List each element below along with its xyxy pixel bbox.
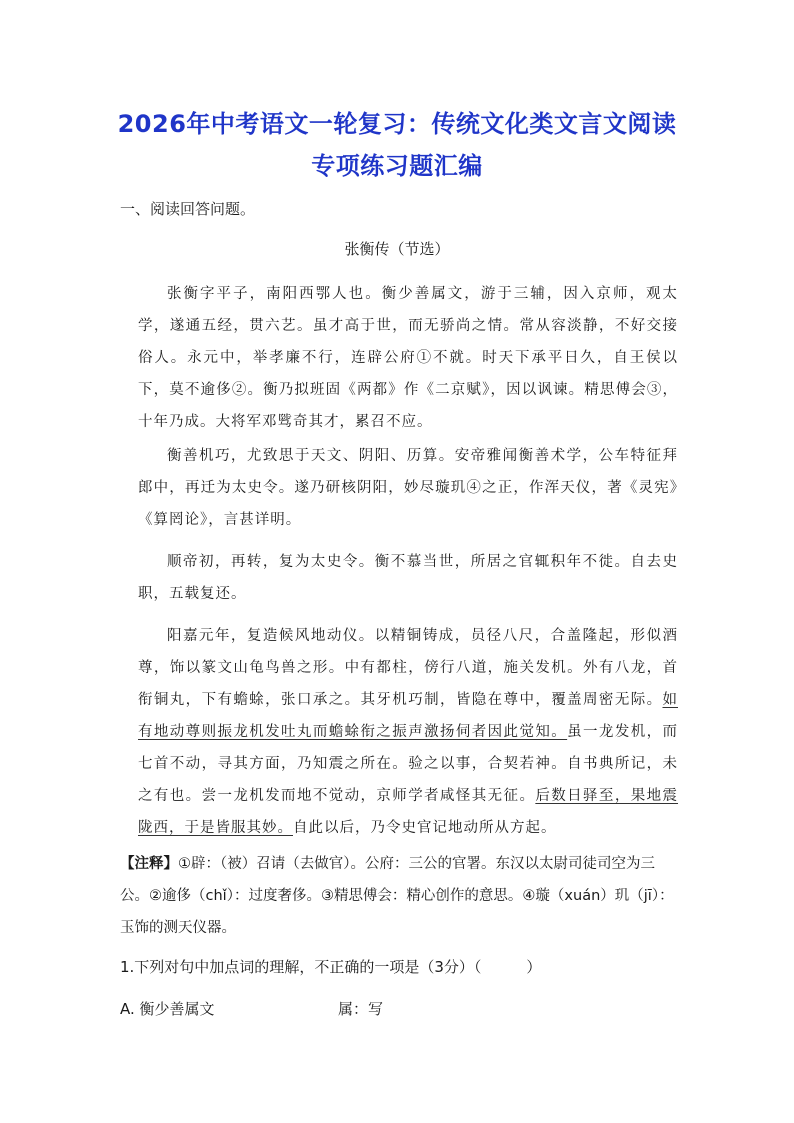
document-title-line1: 2026年中考语文一轮复习：传统文化类文言文阅读: [117, 110, 677, 138]
passage-paragraph-4: [138, 620, 678, 844]
section-heading: 一、阅读回答问题。: [120, 200, 256, 218]
annotation-notes: [120, 848, 680, 944]
paragraph-4-text-c: 自此以后，乃令史官记地动所从方起。: [293, 820, 557, 836]
paragraph-4-text-a: 阳嘉元年，复造候风地动仪。以精铜铸成，员径八尺，合盖隆起，形似酒尊，饰以篆文山龟鸟兽之形。中有都柱，傍行八道，施关发机。外有八龙，首衔铜丸，下有蟾蜍，张口承之。其牙机巧制，皆隐在尊中，覆盖周密无际。: [138, 628, 678, 708]
underlined-sentence-1: 如有地动尊则振龙机发吐丸而蟾蜍衔之振声激扬伺者因此觉知。: [138, 692, 678, 740]
notes-text: ①辟：（被）召请（去做官）。公府：三公的官署。东汉以太尉司徒司空为三公。②逾侈（chǐ）：过度奢侈。③精思傅会：精心创作的意思。④璇（xuán）玑（jī）：玉饰的测天仪器。: [120, 856, 674, 936]
underlined-sentence-2: 后数日驿至，果地震陇西，于是皆服其妙。: [138, 788, 679, 836]
paragraph-4-text-b: 虽一龙发机，而七首不动，寻其方面，乃知震之所在。验之以事，合契若神。自书典所记，未之有也。尝一龙机发而地不觉动，京师学者咸怪其无征。: [138, 724, 679, 804]
passage-paragraph-1: 张衡字平子，南阳西鄂人也。衡少善属文，游于三辅，因入京师，观太学，遂通五经，贯六艺。虽才高于世，而无骄尚之情。常从容淡静，不好交接俗人。永元中，举孝廉不行，连辟公府①不就。时天下承平日久，自王侯以下，莫不逾侈②。衡乃拟班固《两都》作《二京赋》，因以讽谏。精思傅会③，十年乃成。大将军邓骘奇其才，累召不应。: [138, 286, 678, 430]
passage-paragraph-2: 衡善机巧，尤致思于天文、阴阳、历算。安帝雅闻衡善术学，公车特征拜郎中，再迁为太史令。遂乃研核阴阳，妙尽璇玑④之正，作浑天仪，著《灵宪》《算罔论》，言甚详明。: [138, 448, 678, 528]
option-a-text: A. 衡少善属文: [120, 1000, 215, 1018]
question-1-stem: 1.下列对句中加点词的理解，不正确的一项是（3分）（ ）: [120, 958, 542, 976]
passage-paragraph-3: 顺帝初，再转，复为太史令。衡不慕当世，所居之官辄积年不徙。自去史职，五载复还。: [138, 554, 678, 602]
option-a-gloss: 属：写: [338, 1000, 384, 1018]
document-title-line2: 专项练习题汇编: [311, 152, 483, 180]
passage-title: 张衡传（节选）: [344, 240, 450, 258]
notes-label: 【注释】: [120, 856, 178, 872]
